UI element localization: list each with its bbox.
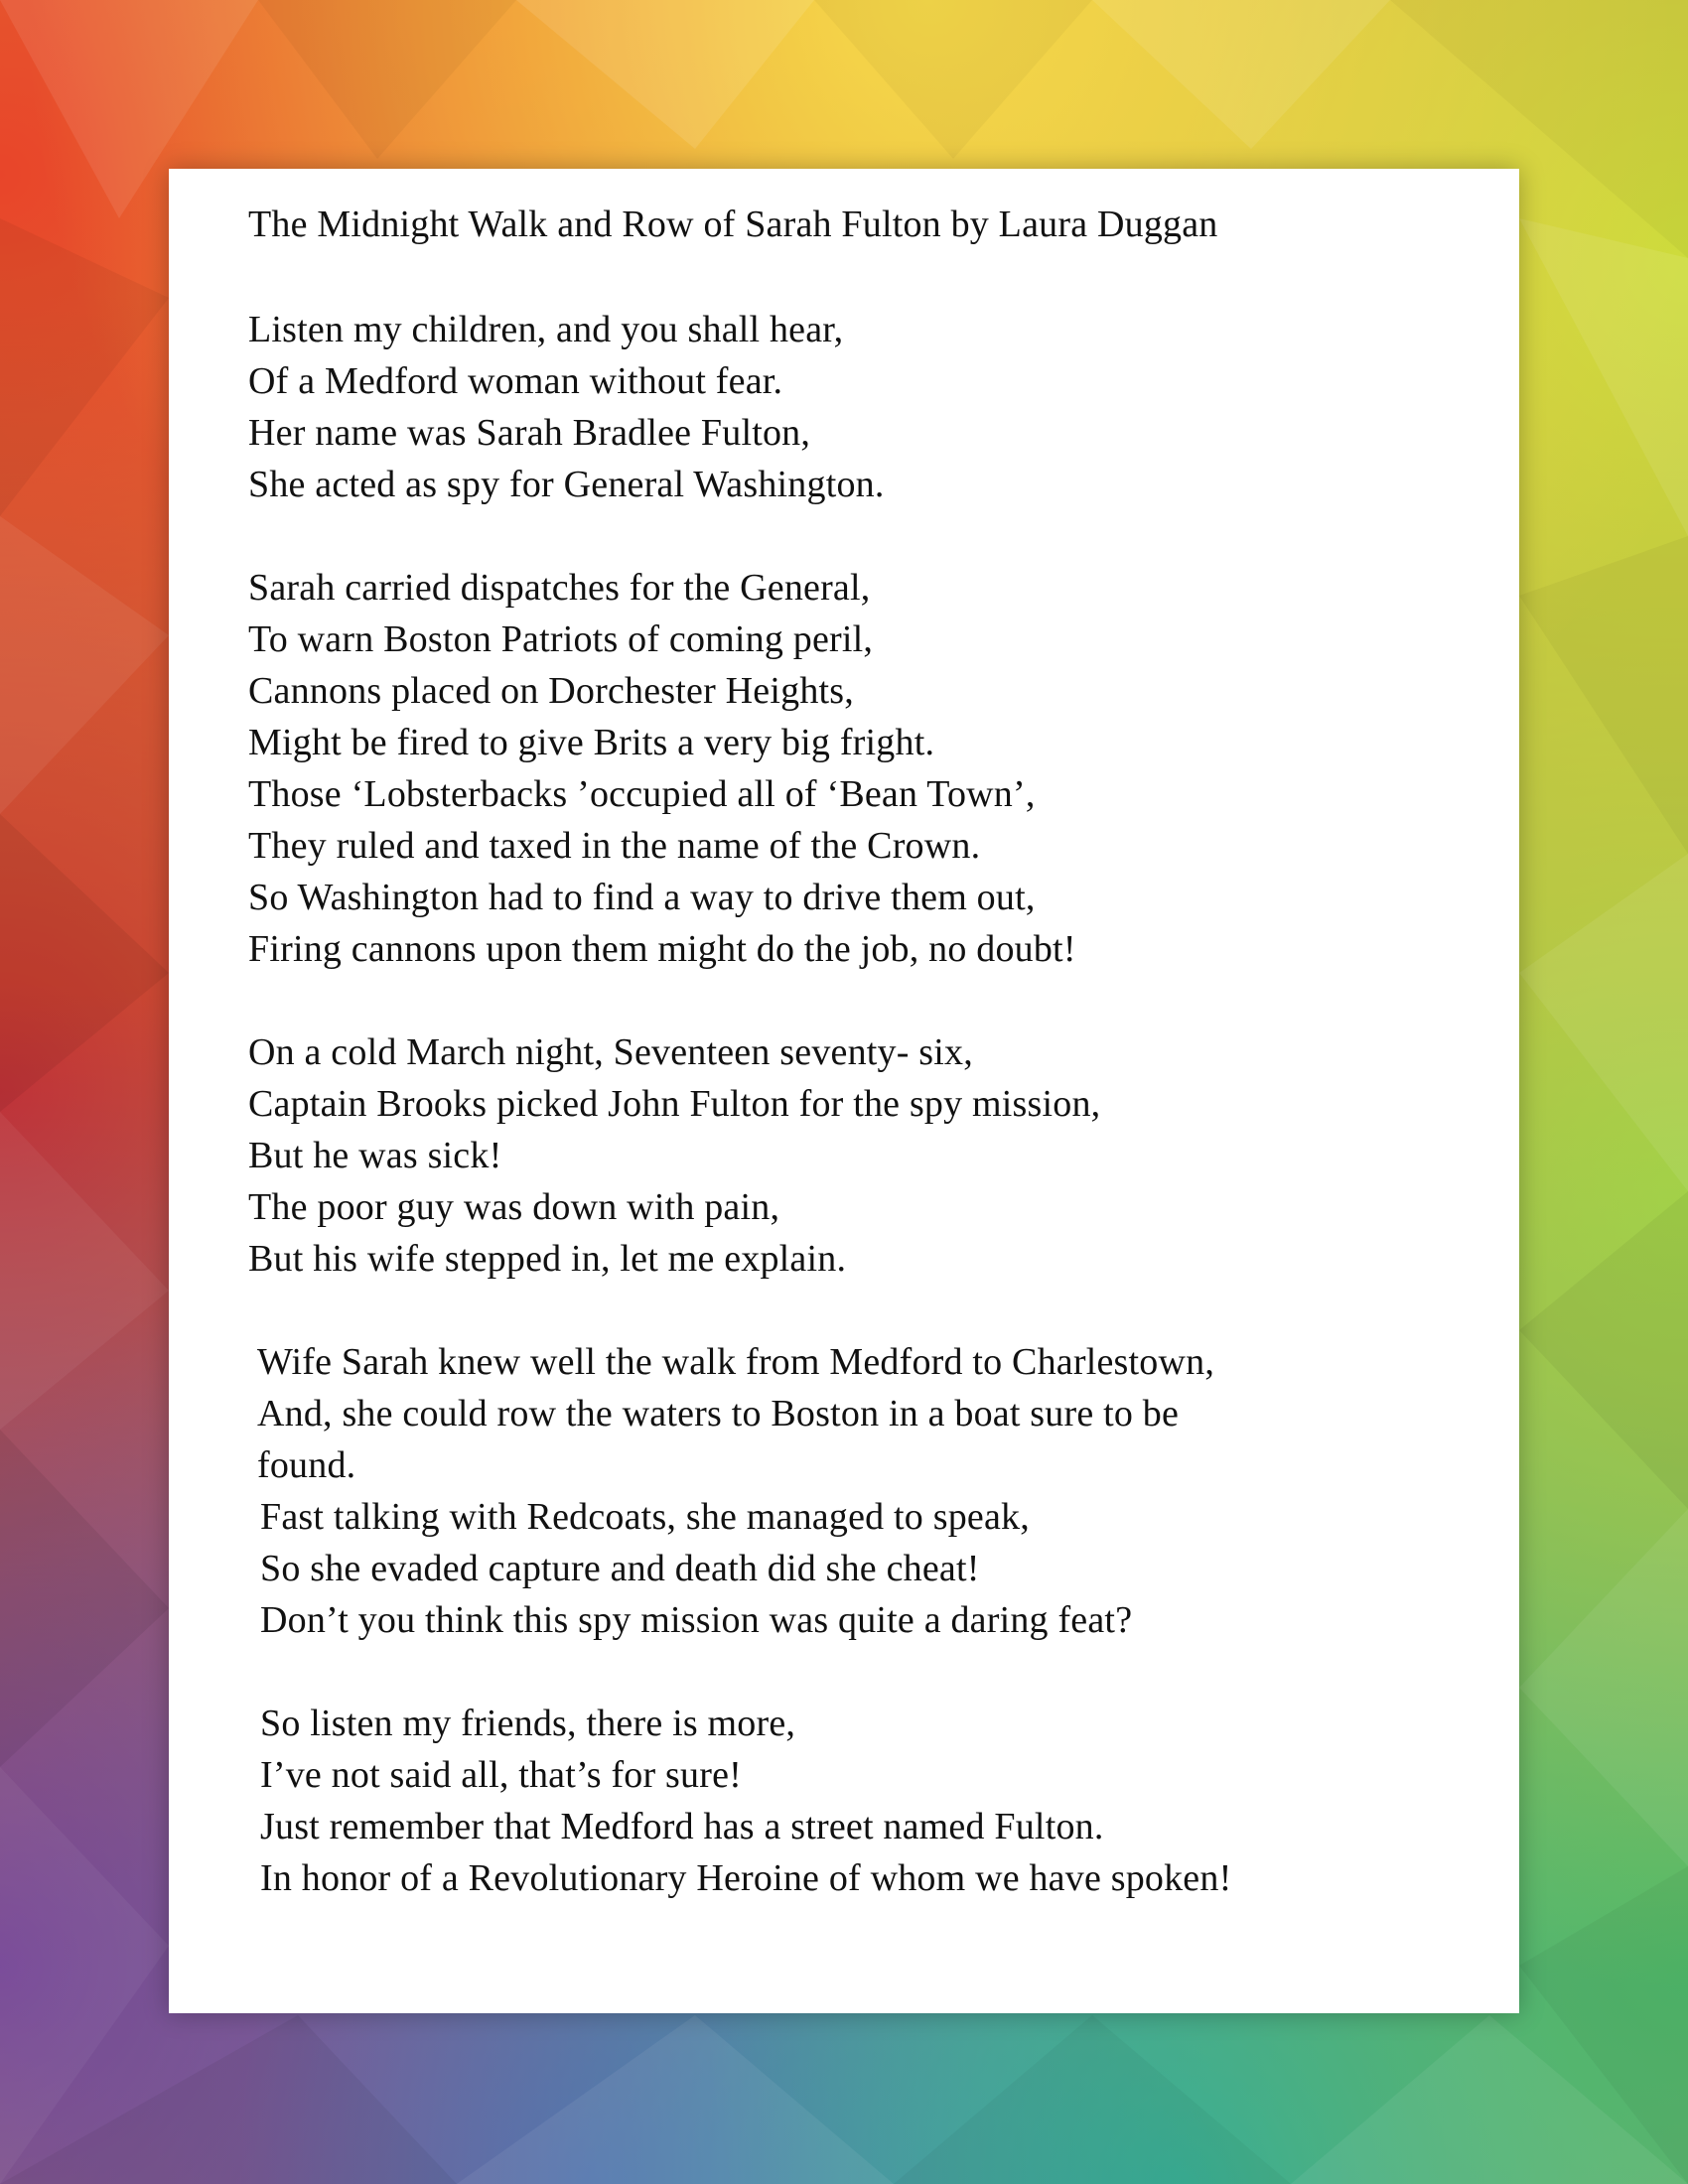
poem-line: In honor of a Revolutionary Heroine of whom we have spoken! — [260, 1857, 1232, 1899]
poem-line: But his wife stepped in, let me explain. — [248, 1238, 847, 1280]
poem-line: Don’t you think this spy mission was quite a daring feat? — [260, 1599, 1133, 1641]
poem-line: Fast talking with Redcoats, she managed to speak, — [260, 1496, 1030, 1538]
poem-line: So listen my friends, there is more, — [260, 1703, 796, 1744]
poem-line: Listen my children, and you shall hear, — [248, 309, 844, 350]
poem-page — [169, 169, 1519, 2013]
poem-line: Those ‘Lobsterbacks ’occupied all of ‘Bean Town’, — [248, 773, 1036, 815]
poem-line: They ruled and taxed in the name of the Crown. — [248, 825, 981, 867]
poem-line: Captain Brooks picked John Fulton for the spy mission, — [248, 1083, 1101, 1125]
poem-line: But he was sick! — [248, 1135, 502, 1176]
poem-line: And, she could row the waters to Boston in a boat sure to be — [257, 1393, 1180, 1434]
poem-line: So Washington had to find a way to drive them out, — [248, 877, 1036, 918]
poem-line: So she evaded capture and death did she cheat! — [260, 1548, 980, 1589]
poem-line: Sarah carried dispatches for the General, — [248, 567, 871, 609]
poem-line: She acted as spy for General Washington. — [248, 464, 885, 505]
poem-line: On a cold March night, Seventeen seventy- six, — [248, 1031, 973, 1073]
poem-line: Cannons placed on Dorchester Heights, — [248, 670, 854, 712]
poem-line: The poor guy was down with pain, — [248, 1186, 780, 1228]
poem-line: found. — [257, 1444, 356, 1486]
poem-line: Her name was Sarah Bradlee Fulton, — [248, 412, 811, 454]
poem-title: The Midnight Walk and Row of Sarah Fulton by Laura Duggan — [248, 204, 1218, 245]
poem-line: Just remember that Medford has a street named Fulton. — [260, 1806, 1104, 1847]
poem-line: I’ve not said all, that’s for sure! — [260, 1754, 743, 1796]
poem-line: Wife Sarah knew well the walk from Medford to Charlestown, — [257, 1341, 1215, 1383]
poem-line: Of a Medford woman without fear. — [248, 360, 783, 402]
poem-line: Firing cannons upon them might do the job, no doubt! — [248, 928, 1076, 970]
poem-line: Might be fired to give Brits a very big fright. — [248, 722, 935, 763]
poem-line: To warn Boston Patriots of coming peril, — [248, 618, 874, 660]
